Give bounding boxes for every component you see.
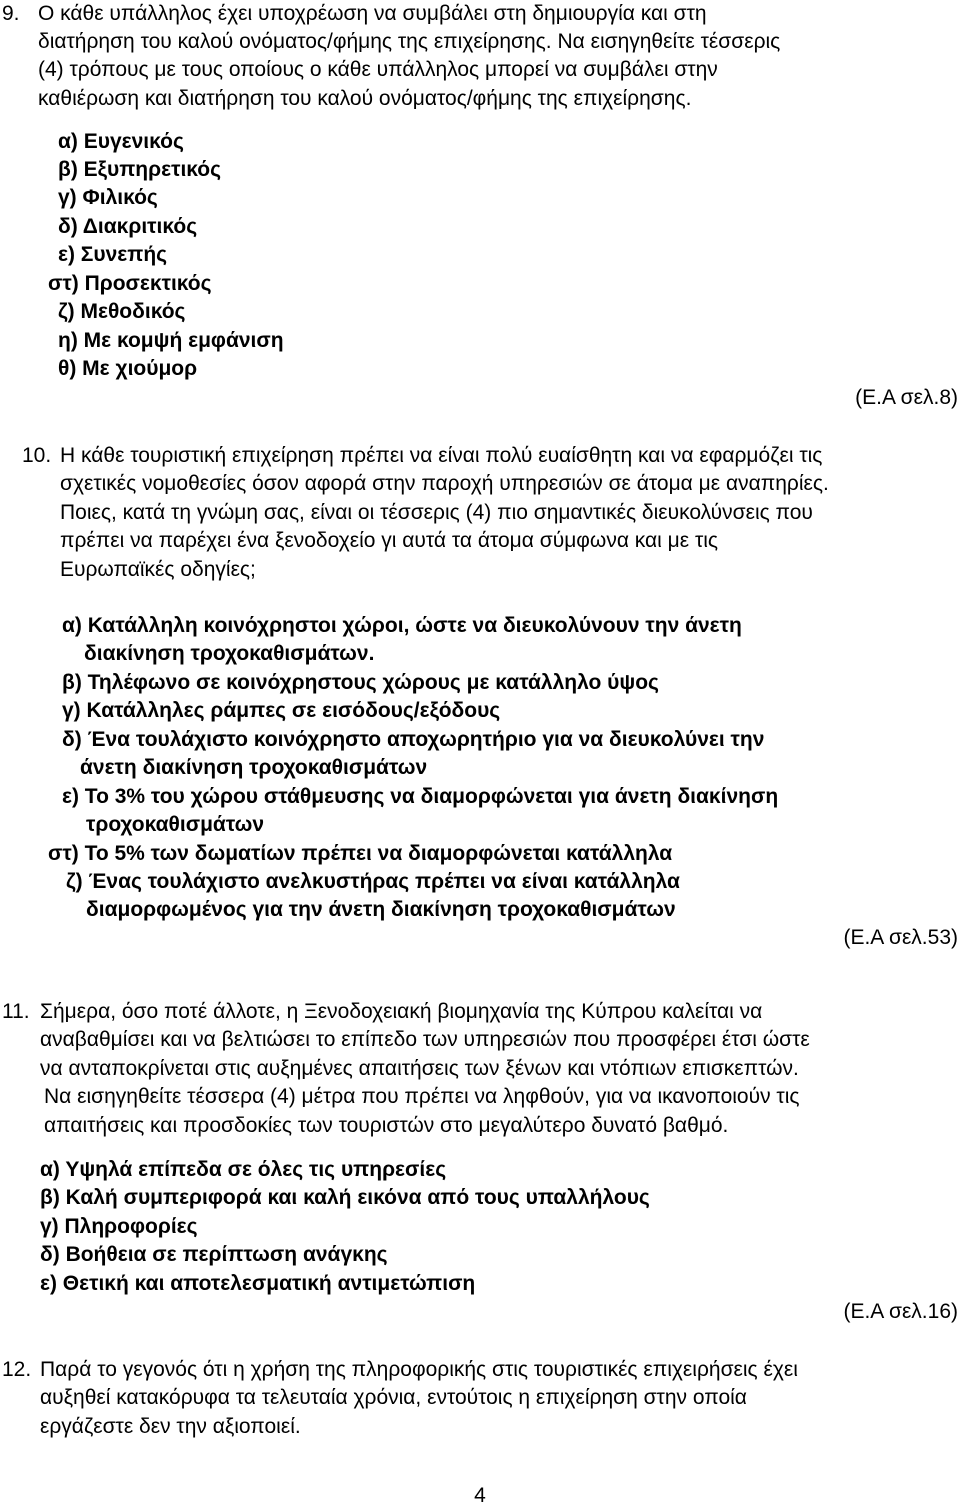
answer-item: α) Κατάλληλη κοινόχρηστοι χώροι, ώστε να διευκολύνουν την άνετη: [62, 614, 742, 637]
answer-item: διακίνηση τροχοκαθισμάτων.: [84, 642, 375, 665]
question-text-line: απαιτήσεις και προσδοκίες των τουριστών στο μεγαλύτερο δυνατό βαθμό.: [44, 1114, 729, 1137]
answer-item: ε) Το 3% του χώρου στάθμευσης να διαμορφώνεται για άνετη διακίνηση: [62, 785, 779, 808]
question-text-line: Σήμερα, όσο ποτέ άλλοτε, η Ξενοδοχειακή βιομηχανία της Κύπρου καλείται να: [40, 1000, 763, 1023]
answer-item: δ) Βοήθεια σε περίπτωση ανάγκης: [40, 1243, 388, 1266]
answer-item: γ) Πληροφορίες: [40, 1215, 198, 1238]
answer-item: διαμορφωμένος για την άνετη διακίνηση τροχοκαθισμάτων: [86, 898, 676, 921]
question-text-line: (4) τρόπους με τους οποίους ο κάθε υπάλληλος μπορεί να συμβάλει στην: [38, 58, 718, 81]
answer-item: α) Ευγενικός: [58, 130, 184, 153]
page-number: 4: [474, 1484, 486, 1507]
answer-item: η) Με κομψή εμφάνιση: [58, 329, 284, 352]
question-text-line: αυξηθεί κατακόρυφα τα τελευταία χρόνια, εντούτοις η επιχείρηση στην οποία: [40, 1386, 747, 1409]
question-number: 10.: [22, 444, 52, 467]
answer-item: θ) Με χιούμορ: [58, 357, 198, 380]
answer-item: γ) Φιλικός: [58, 186, 158, 209]
question-text-line: Ο κάθε υπάλληλος έχει υποχρέωση να συμβάλει στη δημιουργία και στη: [38, 2, 707, 25]
answer-item: ε) Συνεπής: [58, 243, 168, 266]
answer-item: β) Τηλέφωνο σε κοινόχρηστους χώρους με κατάλληλο ύψος: [62, 671, 659, 694]
question-number: 11.: [2, 1000, 30, 1023]
question-text-line: Παρά το γεγονός ότι η χρήση της πληροφορικής στις τουριστικές επιχειρήσεις έχει: [40, 1358, 798, 1381]
answer-item: α) Υψηλά επίπεδα σε όλες τις υπηρεσίες: [40, 1158, 447, 1181]
answer-item: στ) Το 5% των δωματίων πρέπει να διαμορφώνεται κατάλληλα: [48, 842, 673, 865]
question-text-line: να ανταποκρίνεται στις αυξημένες απαιτήσεις των ξένων και ντόπιων επισκεπτών.: [40, 1057, 799, 1080]
answer-item: στ) Προσεκτικός: [48, 272, 212, 295]
answer-item: β) Καλή συμπεριφορά και καλή εικόνα από τους υπαλλήλους: [40, 1186, 650, 1209]
question-text-line: διατήρηση του καλού ονόματος/φήμης της επιχείρησης. Να εισηγηθείτε τέσσερις: [38, 30, 781, 53]
answer-item: β) Εξυπηρετικός: [58, 158, 222, 181]
question-text-line: πρέπει να παρέχει ένα ξενοδοχείο γι αυτά τα άτομα σύμφωνα και με τις: [60, 529, 719, 552]
question-text-line: εργάζεστε δεν την αξιοποιεί.: [40, 1415, 301, 1438]
question-text-line: καθιέρωση και διατήρηση του καλού ονόματος/φήμης της επιχείρησης.: [38, 87, 692, 110]
answer-item: γ) Κατάλληλες ράμπες σε εισόδους/εξόδους: [62, 699, 501, 722]
question-number: 12.: [2, 1358, 32, 1381]
reference: (Ε.Α σελ.8): [855, 386, 958, 409]
question-text-line: Ευρωπαϊκές οδηγίες;: [60, 558, 256, 581]
answer-item: ζ) Μεθοδικός: [58, 300, 186, 323]
answer-item: άνετη διακίνηση τροχοκαθισμάτων: [80, 756, 428, 779]
question-text-line: Να εισηγηθείτε τέσσερα (4) μέτρα που πρέπει να ληφθούν, για να ικανοποιούν τις: [44, 1085, 800, 1108]
reference: (Ε.Α σελ.53): [843, 926, 958, 949]
question-text-line: Ποιες, κατά τη γνώμη σας, είναι οι τέσσερις (4) πιο σημαντικές διευκολύνσεις που: [60, 501, 813, 524]
answer-item: δ) Ένα τουλάχιστο κοινόχρηστο αποχωρητήριο για να διευκολύνει την: [62, 728, 765, 751]
answer-item: τροχοκαθισμάτων: [86, 813, 265, 836]
answer-item: ε) Θετική και αποτελεσματική αντιμετώπιση: [40, 1272, 476, 1295]
reference: (Ε.Α σελ.16): [843, 1300, 958, 1323]
question-text-line: Η κάθε τουριστική επιχείρηση πρέπει να είναι πολύ ευαίσθητη και να εφαρμόζει τις: [60, 444, 823, 467]
question-text-line: σχετικές νομοθεσίες όσον αφορά στην παροχή υπηρεσιών σε άτομα με αναπηρίες.: [60, 472, 829, 495]
question-number: 9.: [2, 2, 20, 25]
answer-item: δ) Διακριτικός: [58, 215, 198, 238]
question-text-line: αναβαθμίσει και να βελτιώσει το επίπεδο των υπηρεσιών που προσφέρει έτσι ώστε: [40, 1028, 810, 1051]
answer-item: ζ) Ένας τουλάχιστο ανελκυστήρας πρέπει να είναι κατάλληλα: [66, 870, 680, 893]
